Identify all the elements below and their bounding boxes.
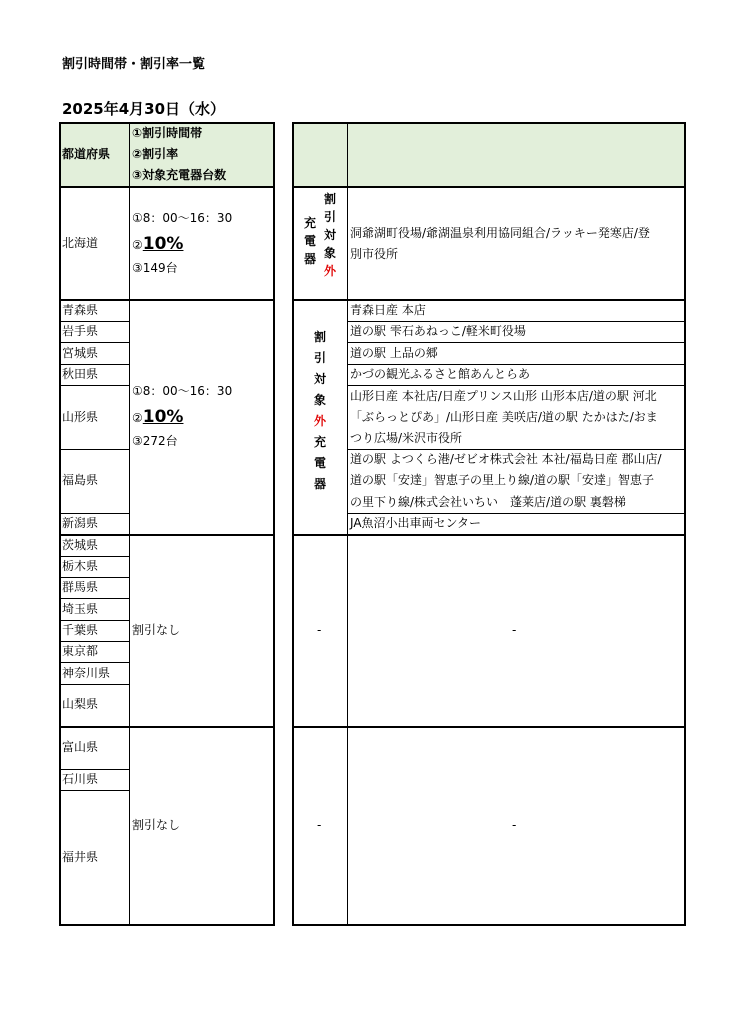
stores-yamagata-1: 山形日産 本社店/日産プリンス山形 山形本店/道の駅 河北 bbox=[350, 389, 657, 403]
row-divider bbox=[60, 577, 130, 578]
hokuriku-discount: 割引なし bbox=[132, 818, 181, 832]
row-divider bbox=[294, 299, 684, 301]
pref-fukushima: 福島県 bbox=[62, 473, 99, 487]
row-divider bbox=[60, 513, 130, 514]
row-divider bbox=[60, 534, 274, 536]
header-line1: ①割引時間帯 bbox=[132, 126, 203, 140]
header-prefecture: 都道府県 bbox=[62, 147, 111, 161]
header-line3: ③対象充電器台数 bbox=[132, 168, 227, 182]
row-divider bbox=[60, 449, 130, 450]
hokkaido-time: ①8：00～16：30 bbox=[132, 211, 233, 225]
header-line2: ②割引率 bbox=[132, 147, 179, 161]
row-divider bbox=[60, 556, 130, 557]
stores-fukushima-2: 道の駅「安達」智恵子の里上り線/道の駅「安達」智恵子 bbox=[350, 473, 655, 487]
hokkaido-stores-2: 別市役所 bbox=[350, 247, 399, 261]
stores-aomori: 青森日産 本店 bbox=[350, 303, 426, 317]
pref-yamanashi: 山梨県 bbox=[62, 697, 99, 711]
pref-tochigi: 栃木県 bbox=[62, 559, 99, 573]
kanto-discount: 割引なし bbox=[132, 623, 181, 637]
hokuriku-dash-label: - bbox=[317, 818, 322, 832]
row-divider bbox=[60, 342, 130, 343]
pref-aomori: 青森県 bbox=[62, 303, 99, 317]
row-divider bbox=[60, 790, 130, 791]
row-divider bbox=[60, 620, 130, 621]
row-divider bbox=[60, 684, 130, 685]
row-divider bbox=[60, 364, 130, 365]
pref-saitama: 埼玉県 bbox=[62, 602, 99, 616]
tohoku-time: ①8：00～16：30 bbox=[132, 384, 233, 398]
row-divider bbox=[60, 726, 274, 728]
tohoku-count: ③272台 bbox=[132, 434, 178, 448]
stores-iwate: 道の駅 雫石あねっこ/軽米町役場 bbox=[350, 324, 526, 338]
hokkaido-stores-1: 洞爺湖町役場/爺湖温泉利用協同組合/ラッキー発寒店/登 bbox=[350, 226, 650, 240]
row-divider bbox=[60, 598, 130, 599]
hokkaido-label-col2: 割 引 対 象 外 bbox=[323, 192, 336, 278]
pref-fukui: 福井県 bbox=[62, 850, 99, 864]
pref-hokkaido: 北海道 bbox=[62, 236, 99, 250]
pref-gunma: 群馬県 bbox=[62, 580, 99, 594]
stores-niigata: JA魚沼小出車両センター bbox=[350, 516, 482, 530]
row-divider bbox=[294, 534, 684, 536]
row-divider bbox=[347, 449, 684, 450]
row-divider bbox=[60, 186, 274, 188]
hokkaido-label-col1: 充 電 器 bbox=[303, 216, 316, 266]
row-divider bbox=[60, 769, 130, 770]
kanto-dash-stores: - bbox=[512, 623, 517, 637]
stores-yamagata-3: つり広場/米沢市役所 bbox=[350, 431, 463, 445]
pref-chiba: 千葉県 bbox=[62, 623, 99, 637]
row-divider bbox=[347, 385, 684, 386]
pref-ibaraki: 茨城県 bbox=[62, 538, 99, 552]
right-col-divider bbox=[347, 123, 348, 924]
pref-akita: 秋田県 bbox=[62, 367, 99, 381]
pref-tokyo: 東京都 bbox=[62, 644, 99, 658]
row-divider bbox=[347, 364, 684, 365]
stores-akita: かづの観光ふるさと館あんとらあ bbox=[350, 367, 531, 381]
stores-miyagi: 道の駅 上品の郷 bbox=[350, 346, 438, 360]
row-divider bbox=[60, 299, 274, 301]
pref-yamagata: 山形県 bbox=[62, 410, 99, 424]
kanto-dash-label: - bbox=[317, 623, 322, 637]
row-divider bbox=[347, 342, 684, 343]
tohoku-label: 割 引 対 象 外 充 電 器 bbox=[313, 330, 326, 491]
pref-miyagi: 宮城県 bbox=[62, 346, 99, 360]
pref-ishikawa: 石川県 bbox=[62, 772, 99, 786]
pref-niigata: 新潟県 bbox=[62, 516, 99, 530]
hokuriku-dash-stores: - bbox=[512, 818, 517, 832]
row-divider bbox=[60, 662, 130, 663]
row-divider bbox=[60, 321, 130, 322]
row-divider bbox=[347, 321, 684, 322]
stores-fukushima-1: 道の駅 よつくら港/ゼビオ株式会社 本社/福島日産 郡山店/ bbox=[350, 452, 662, 466]
row-divider bbox=[294, 726, 684, 728]
hokkaido-rate: ②10% bbox=[132, 234, 184, 254]
left-col-divider bbox=[129, 123, 130, 924]
hokkaido-count: ③149台 bbox=[132, 261, 178, 275]
row-divider bbox=[60, 385, 130, 386]
stores-fukushima-3: の里下り線/株式会社いちい 蓬莱店/道の駅 裏磐梯 bbox=[350, 495, 626, 509]
pref-toyama: 富山県 bbox=[62, 740, 99, 754]
page-title: 割引時間帯・割引率一覧 bbox=[62, 57, 206, 72]
stores-yamagata-2: 「ぶらっとぴあ」/山形日産 美咲店/道の駅 たかはた/おま bbox=[350, 410, 658, 424]
row-divider bbox=[60, 641, 130, 642]
pref-kanagawa: 神奈川県 bbox=[62, 666, 111, 680]
row-divider bbox=[294, 186, 684, 188]
date-heading: 2025年4月30日（水） bbox=[62, 100, 226, 118]
row-divider bbox=[347, 513, 684, 514]
pref-iwate: 岩手県 bbox=[62, 324, 99, 338]
tohoku-rate: ②10% bbox=[132, 407, 184, 427]
